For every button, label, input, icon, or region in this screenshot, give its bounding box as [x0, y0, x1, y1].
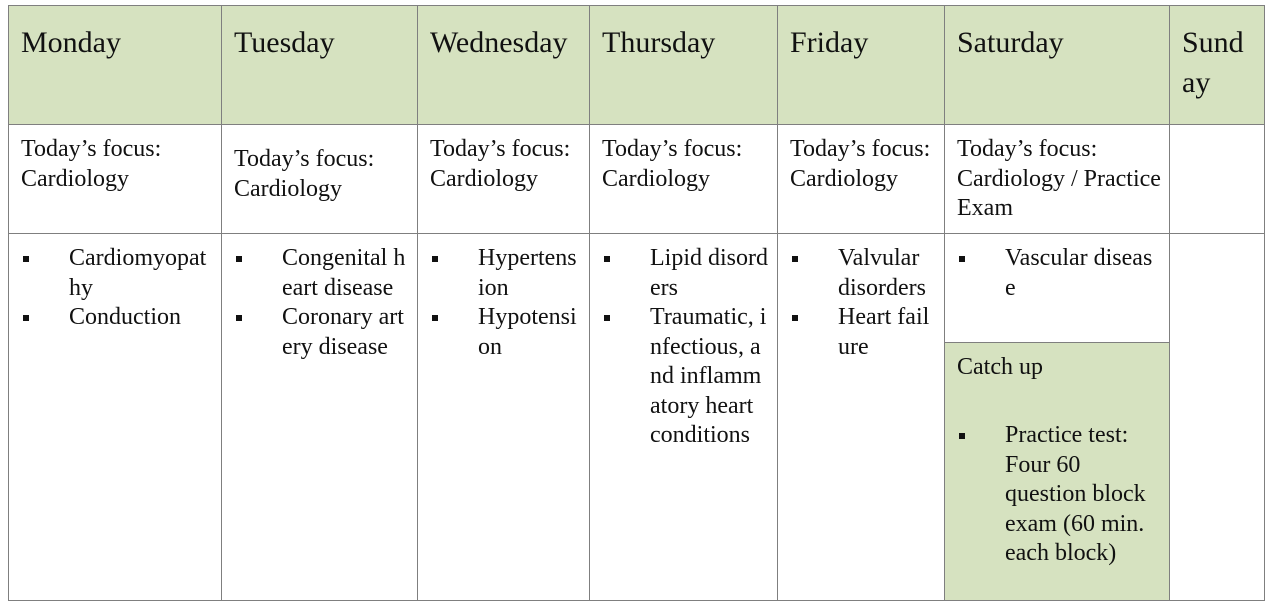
- focus-cell-saturday: [945, 125, 1170, 234]
- topic-text: Coronary artery disease: [282, 304, 404, 360]
- day-header-saturday: Saturday: [945, 6, 1170, 125]
- square-bullet-icon: [23, 315, 29, 321]
- focus-cell-thursday: [590, 125, 778, 234]
- list-item: [790, 244, 936, 303]
- topic-list-saturday: [945, 234, 1169, 303]
- square-bullet-icon: [959, 256, 965, 262]
- focus-text-wednesday: Today’s focus: Cardiology: [430, 136, 571, 192]
- focus-cell-monday: [9, 125, 222, 234]
- list-item: [21, 303, 213, 333]
- topic-list-tuesday: [222, 234, 417, 362]
- topic-text: Congenital heart disease: [282, 245, 406, 301]
- square-bullet-icon: [236, 256, 242, 262]
- topic-text: Traumatic, infectious, and inflammatory heart conditions: [650, 304, 767, 448]
- square-bullet-icon: [604, 256, 610, 262]
- focus-cell-wednesday: [418, 125, 590, 234]
- list-item: [957, 244, 1161, 303]
- focus-cell-sunday: [1170, 125, 1265, 234]
- topics-cell-thursday: [590, 234, 778, 601]
- topic-text: Hypertension: [478, 245, 577, 301]
- topics-cell-tuesday: [222, 234, 418, 601]
- square-bullet-icon: [432, 315, 438, 321]
- topic-list-thursday: [590, 234, 777, 451]
- list-item: [430, 303, 581, 362]
- list-item: [21, 244, 213, 303]
- focus-text-thursday: Today’s focus: Cardiology: [602, 136, 743, 192]
- topic-text: Cardiomyopathy: [69, 245, 207, 301]
- focus-text-saturday: Today’s focus: Cardiology / Practice Exam: [957, 136, 1161, 221]
- focus-text-monday: Today’s focus: Cardiology: [21, 136, 162, 192]
- square-bullet-icon: [792, 256, 798, 262]
- list-item: [602, 244, 769, 303]
- topics-cell-saturday: [945, 234, 1170, 601]
- catch-up-label: Catch up: [957, 354, 1043, 380]
- square-bullet-icon: [236, 315, 242, 321]
- focus-text-sunday: [1170, 125, 1264, 135]
- day-header-row: [9, 6, 1265, 125]
- square-bullet-icon: [604, 315, 610, 321]
- square-bullet-icon: [432, 256, 438, 262]
- topic-text: Lipid disorders: [650, 245, 768, 301]
- topic-text: Hypotension: [478, 304, 577, 360]
- focus-cell-tuesday: [222, 125, 418, 234]
- weekly-study-schedule-table: [8, 5, 1265, 601]
- square-bullet-icon: [959, 433, 965, 439]
- catch-up-item-text: Practice test: Four 60 question block exam (60 min. each block): [1005, 422, 1146, 566]
- topic-text: Heart failure: [838, 304, 930, 360]
- day-header-tuesday: Tuesday: [222, 6, 418, 125]
- list-item: [957, 421, 1161, 569]
- topic-text: Vascular disease: [1005, 245, 1153, 301]
- topic-list-wednesday: [418, 234, 589, 362]
- topics-cell-monday: [9, 234, 222, 601]
- topics-row: [9, 234, 1265, 601]
- topics-cell-wednesday: [418, 234, 590, 601]
- topic-text: Valvular disorders: [838, 245, 926, 301]
- day-header-wednesday: Wednesday: [418, 6, 590, 125]
- focus-cell-friday: [778, 125, 945, 234]
- topic-list-friday: [778, 234, 944, 362]
- focus-row: [9, 125, 1265, 234]
- topic-text: Conduction: [69, 304, 181, 330]
- day-header-sunday: Sunday: [1170, 6, 1265, 125]
- list-item: [790, 303, 936, 362]
- saturday-topics-section: [945, 234, 1169, 343]
- list-item: [430, 244, 581, 303]
- day-header-friday: Friday: [778, 6, 945, 125]
- square-bullet-icon: [23, 256, 29, 262]
- topics-cell-friday: [778, 234, 945, 601]
- list-item: [234, 244, 409, 303]
- day-header-thursday: Thursday: [590, 6, 778, 125]
- topic-list-monday: [9, 234, 221, 333]
- catch-up-list: [945, 401, 1169, 569]
- focus-text-tuesday: Today’s focus: Cardiology: [234, 146, 375, 202]
- topics-cell-sunday: [1170, 234, 1265, 601]
- square-bullet-icon: [792, 315, 798, 321]
- catch-up-section: [945, 343, 1169, 600]
- list-item: [234, 303, 409, 362]
- day-header-monday: Monday: [9, 6, 222, 125]
- list-item: [602, 303, 769, 451]
- focus-text-friday: Today’s focus: Cardiology: [790, 136, 931, 192]
